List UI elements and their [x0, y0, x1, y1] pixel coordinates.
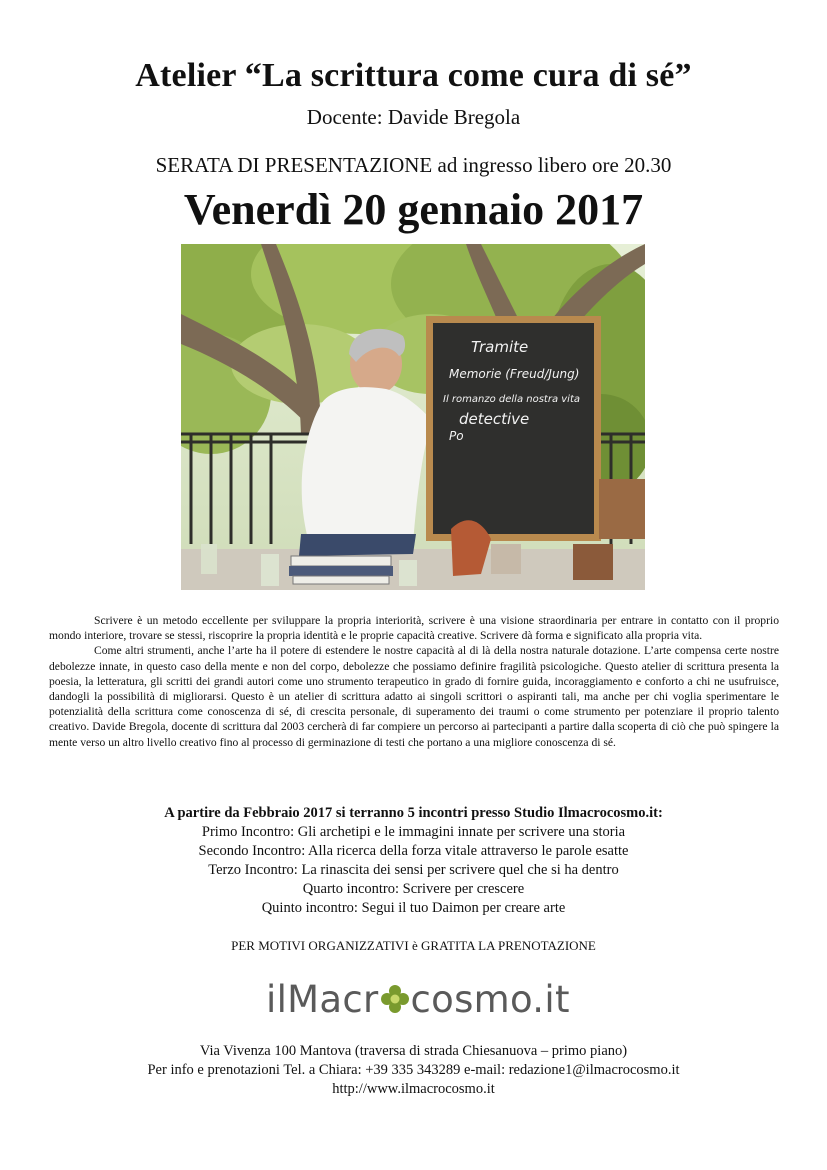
meeting-item: Quinto incontro: Segui il tuo Daimon per creare arte — [261, 900, 566, 916]
flower-icon — [380, 984, 410, 1014]
chalk-line-2: Memorie (Freud/Jung) — [449, 367, 580, 381]
event-title: Atelier “La scrittura come cura di sé” — [135, 57, 692, 94]
event-date: Venerdì 20 gennaio 2017 — [183, 185, 644, 234]
contact-line: Per info e prenotazioni Tel. a Chiara: +39 335 343289 e-mail: redazione1@ilmacrocosmo.it — [147, 1062, 680, 1078]
meeting-item: Quarto incontro: Scrivere per crescere — [302, 881, 525, 897]
website-link[interactable]: http://www.ilmacrocosmo.it — [332, 1081, 495, 1097]
booking-note: PER MOTIVI ORGANIZZATIVI è GRATITA LA PRENOTAZIONE — [231, 938, 596, 953]
logo-text-end: cosmo.it — [410, 978, 570, 1021]
paragraph-1: Scrivere è un metodo eccellente per sviluppare la propria interiorità, scrivere è una visione straordinaria per entrare in contatto con il proprio mondo interiore, trovare se stessi, riscoprire la propria identità e le proprie capacità creative. Scrivere dà forma e significato alla propria vita. — [49, 614, 779, 643]
meeting-item: Terzo Incontro: La rinascita dei sensi per scrivere quel che si ha dentro — [208, 862, 619, 878]
event-photo — [181, 244, 645, 590]
chalk-line-1: Tramite — [471, 338, 529, 356]
program-heading: A partire da Febbraio 2017 si terranno 5 incontri presso Studio Ilmacrocosmo.it: — [164, 805, 663, 821]
chalk-line-5: Po — [449, 429, 464, 443]
meeting-item: Secondo Incontro: Alla ricerca della forza vitale attraverso le parole esatte — [198, 843, 629, 859]
chalk-line-4: detective — [459, 410, 530, 428]
teacher-line: Docente: Davide Bregola — [306, 105, 521, 129]
chalk-line-3: Il romanzo della nostra vita — [443, 394, 581, 405]
presentation-line: SERATA DI PRESENTAZIONE ad ingresso libero ore 20.30 — [155, 153, 672, 177]
address-line: Via Vivenza 100 Mantova (traversa di strada Chiesanuova – primo piano) — [199, 1043, 628, 1059]
description-text — [49, 613, 779, 750]
meeting-item: Primo Incontro: Gli archetipi e le immagini innate per scrivere una storia — [201, 824, 626, 840]
photo-illustration — [181, 244, 645, 590]
ilmacrocosmo-logo — [266, 978, 570, 1022]
paragraph-2: Come altri strumenti, anche l’arte ha il potere di estendere le nostre capacità al di là della nostra naturale dotazione. L’arte compensa certe nostre debolezze innate, in questo caso della mente e non del corpo, debolezze che possiamo definire fragilità psicologiche. Questo atelier di scrittura presenta la poesia, la letteratura, gli scritti dei grandi autori come uno strumento terapeutico in grado di fornire guida, incoraggiamento e conforto a chi ne usufruisce, dandogli la possibilità di migliorarsi. Questo è un atelier di scrittura adatto ai singoli scrittori o aspiranti tali, ma anche per chi voglia sperimentare le potenzialità della scrittura come conoscenza di sé, di crescita personale, di superamento dei traumi o come strumento per potenziare il proprio talento creativo. Davide Bregola, docente di scrittura dal 2003 cercherà di far compiere un percorso ai partecipanti a partire dalla scoperta di ciò che può spingere la mente verso un altro livello creativo fino al processo di germinazione di testi che portano a una migliore conoscenza di sé. — [49, 644, 779, 749]
logo-text-start: ilMacr — [266, 978, 379, 1021]
